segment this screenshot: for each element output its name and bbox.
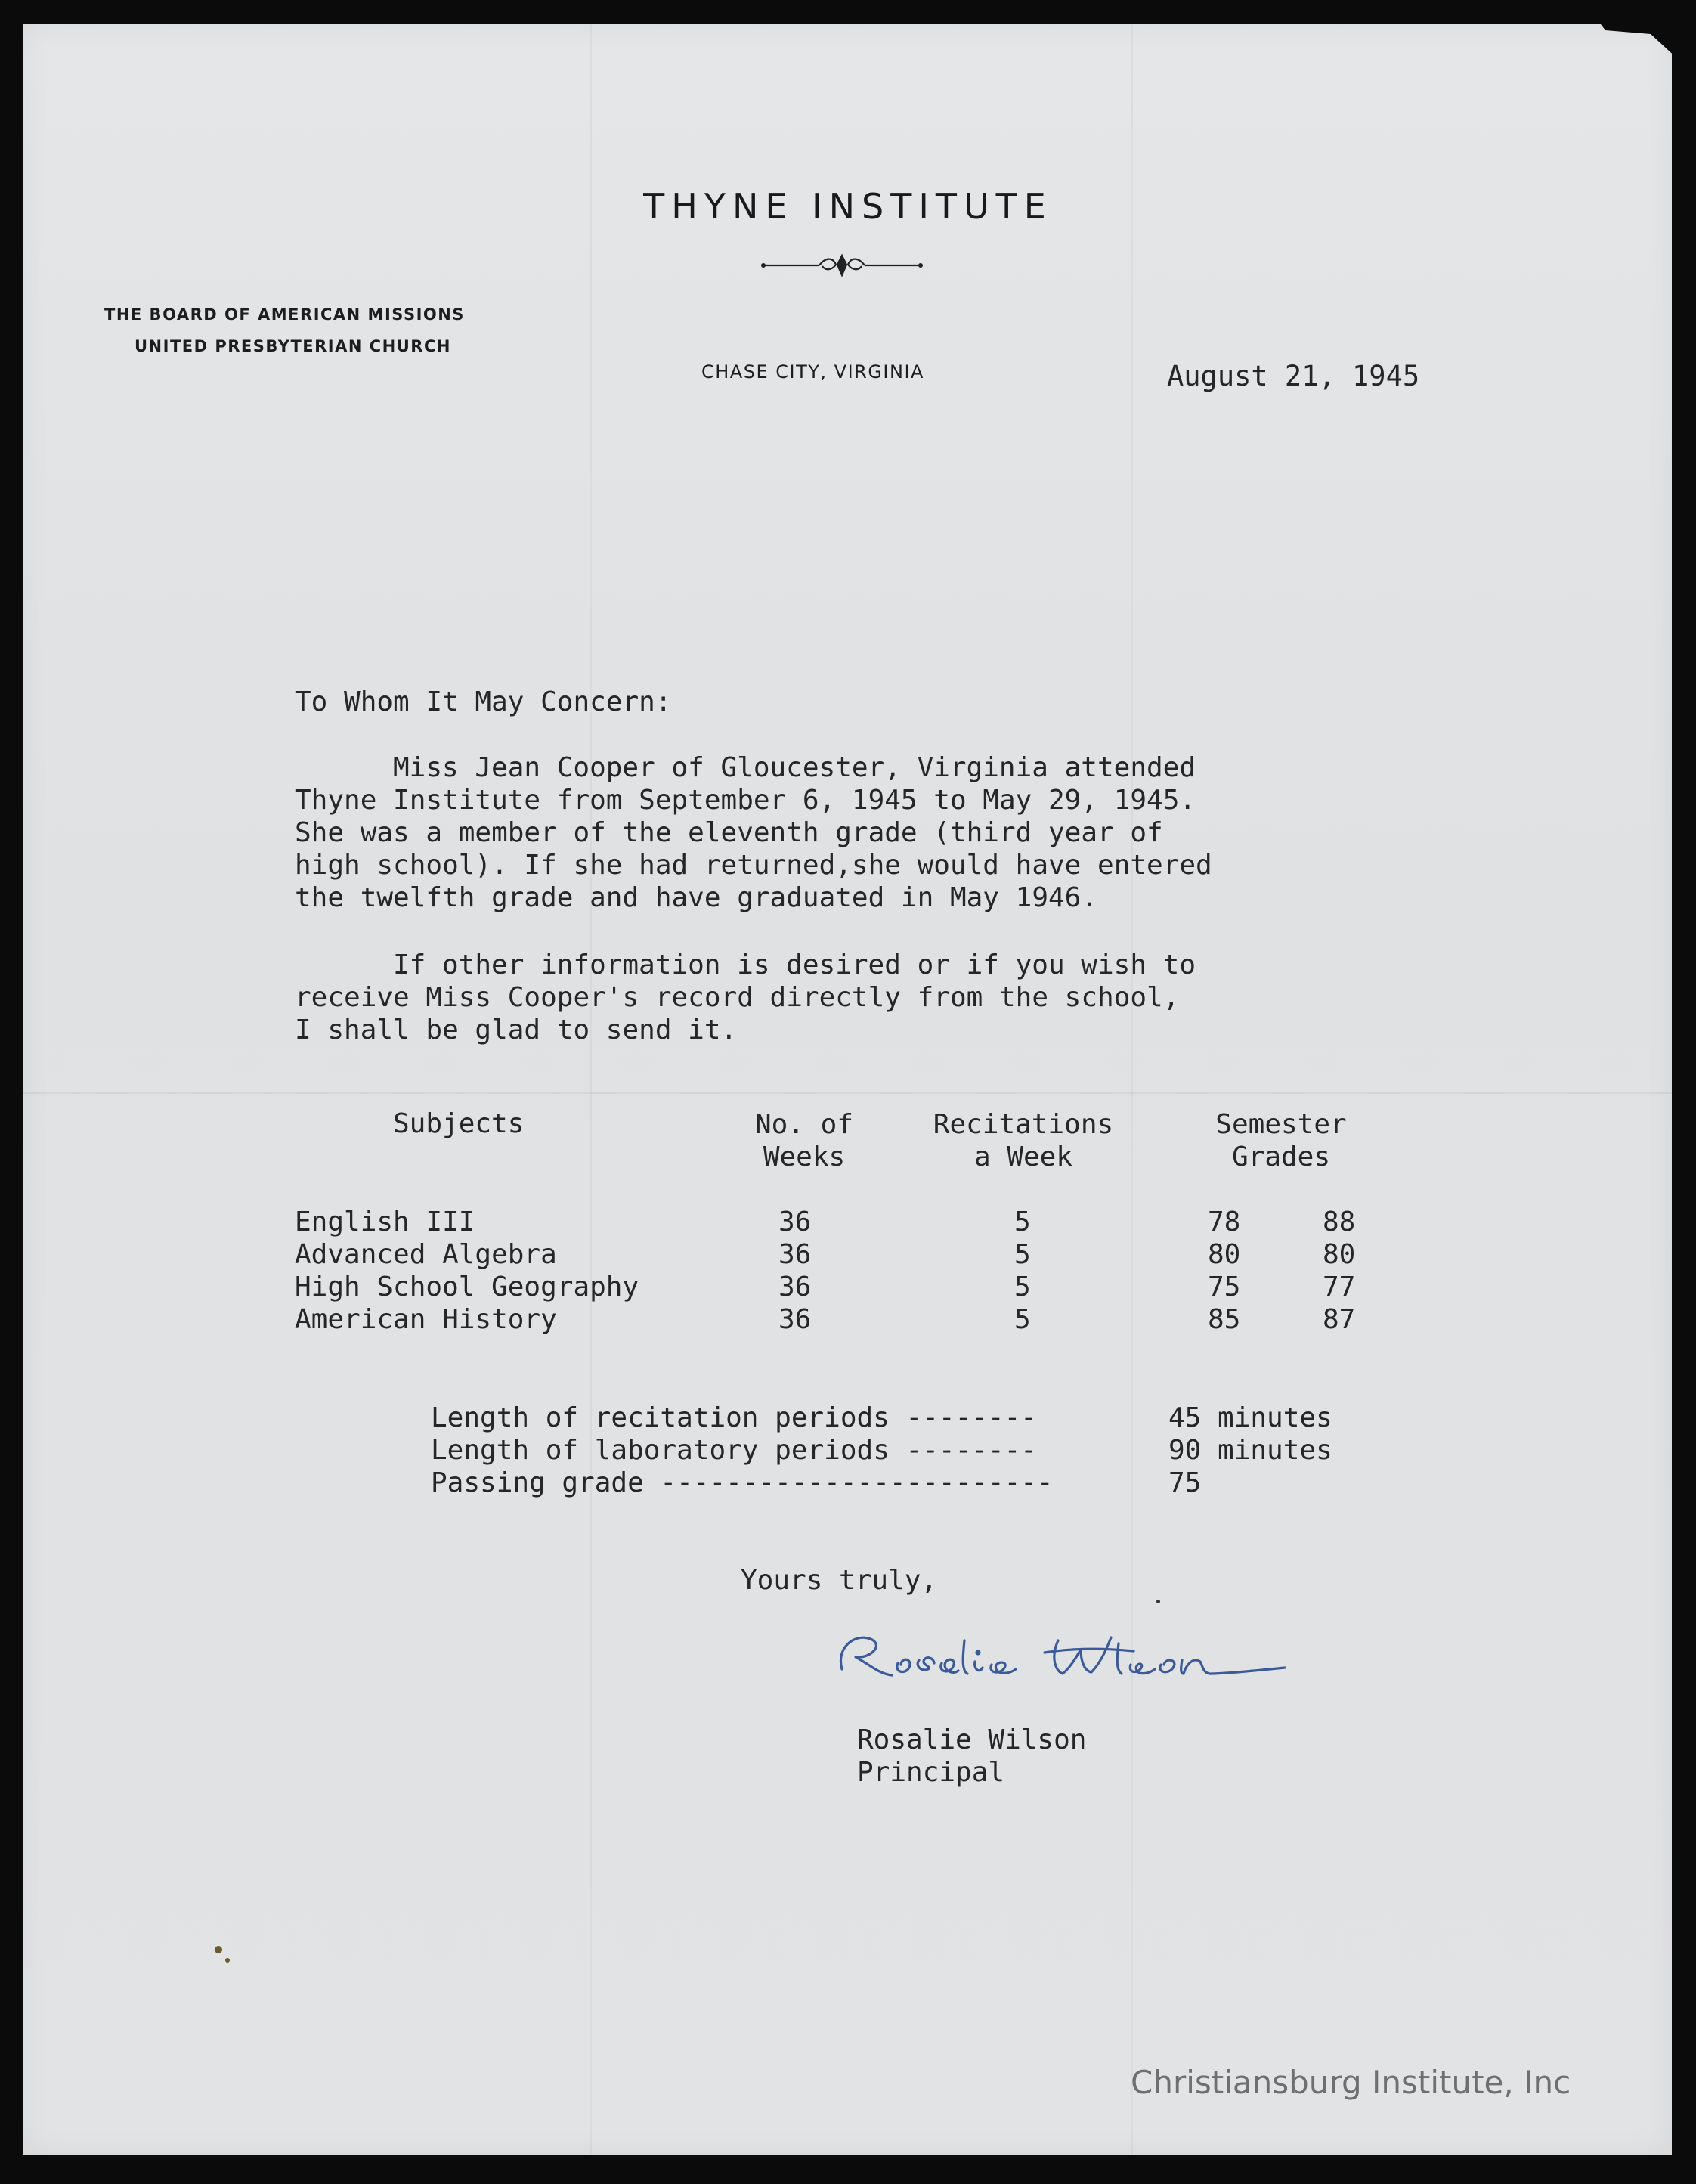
cell-grade-1: 75 [1208, 1272, 1241, 1303]
closing: Yours truly, [741, 1565, 938, 1596]
cell-weeks: 36 [778, 1304, 812, 1335]
cell-weeks: 36 [778, 1239, 812, 1270]
cell-grade-2: 77 [1323, 1272, 1356, 1303]
paragraph-text: Miss Jean Cooper of Gloucester, Virginia attended Thyne Institute from September 6, 1945 to May 29, 1945. She was a member of the eleventh grade (third year of high school). If she had returned,she would have entered the twelfth grade and have graduated in May 1946. [295, 752, 1212, 913]
cell-grade-1: 80 [1208, 1239, 1241, 1270]
fact-label: Length of laboratory periods -------- [431, 1435, 1037, 1466]
cell-weeks: 36 [778, 1207, 812, 1238]
letter-date: August 21, 1945 [1167, 360, 1420, 392]
watermark: Christiansburg Institute, Inc [1131, 2064, 1571, 2101]
paper-speck [1156, 1600, 1160, 1603]
fact-value: 75 [1168, 1467, 1202, 1498]
cell-grade-2: 88 [1323, 1207, 1356, 1238]
fact-value: 90 minutes [1168, 1435, 1332, 1466]
board-line: UNITED PRESBYTERIAN CHURCH [135, 337, 451, 355]
board-line: THE BOARD OF AMERICAN MISSIONS [104, 305, 465, 324]
cell-subject: English III [295, 1207, 475, 1238]
cell-subject: Advanced Algebra [295, 1239, 557, 1270]
cell-subject: High School Geography [295, 1272, 639, 1303]
signer-block [857, 1724, 1086, 1789]
ornament-icon [759, 248, 925, 283]
cell-grade-2: 80 [1323, 1239, 1356, 1270]
cell-recitations: 5 [1014, 1304, 1031, 1335]
cell-weeks: 36 [778, 1272, 812, 1303]
salutation: To Whom It May Concern: [295, 686, 672, 717]
header-grades: Semester Grades [1215, 1109, 1347, 1173]
signer-title: Principal [857, 1757, 1005, 1788]
fact-label: Passing grade ------------------------ [431, 1467, 1054, 1498]
fact-label: Length of recitation periods -------- [431, 1402, 1037, 1433]
fact-value: 45 minutes [1168, 1402, 1332, 1433]
cell-subject: American History [295, 1304, 557, 1335]
paper-fold [590, 24, 592, 2155]
signature [831, 1610, 1315, 1693]
header-weeks: No. of Weeks [754, 1109, 854, 1173]
cell-recitations: 5 [1014, 1207, 1031, 1238]
letterhead-title: THYNE INSTITUTE [643, 186, 1053, 227]
letterhead-board [104, 299, 465, 362]
cell-recitations: 5 [1014, 1239, 1031, 1270]
cell-grade-1: 85 [1208, 1304, 1241, 1335]
paper-speck [215, 1946, 222, 1953]
signer-name: Rosalie Wilson [857, 1724, 1087, 1755]
cell-grade-1: 78 [1208, 1207, 1241, 1238]
cell-grade-2: 87 [1323, 1304, 1356, 1335]
paper-fold [23, 1092, 1672, 1094]
paragraph-attendance [295, 751, 1212, 914]
paper-speck [225, 1958, 230, 1963]
header-recitations: Recitations a Week [933, 1109, 1114, 1173]
paper-fold [1131, 24, 1133, 2155]
cell-recitations: 5 [1014, 1272, 1031, 1303]
header-subjects: Subjects [393, 1108, 525, 1139]
letterhead-city: CHASE CITY, VIRGINIA [701, 361, 924, 383]
paragraph-offer [295, 949, 1196, 1046]
paragraph-text: If other information is desired or if you wish to receive Miss Cooper's record directly from the school, I shall be glad to send it. [295, 949, 1196, 1046]
